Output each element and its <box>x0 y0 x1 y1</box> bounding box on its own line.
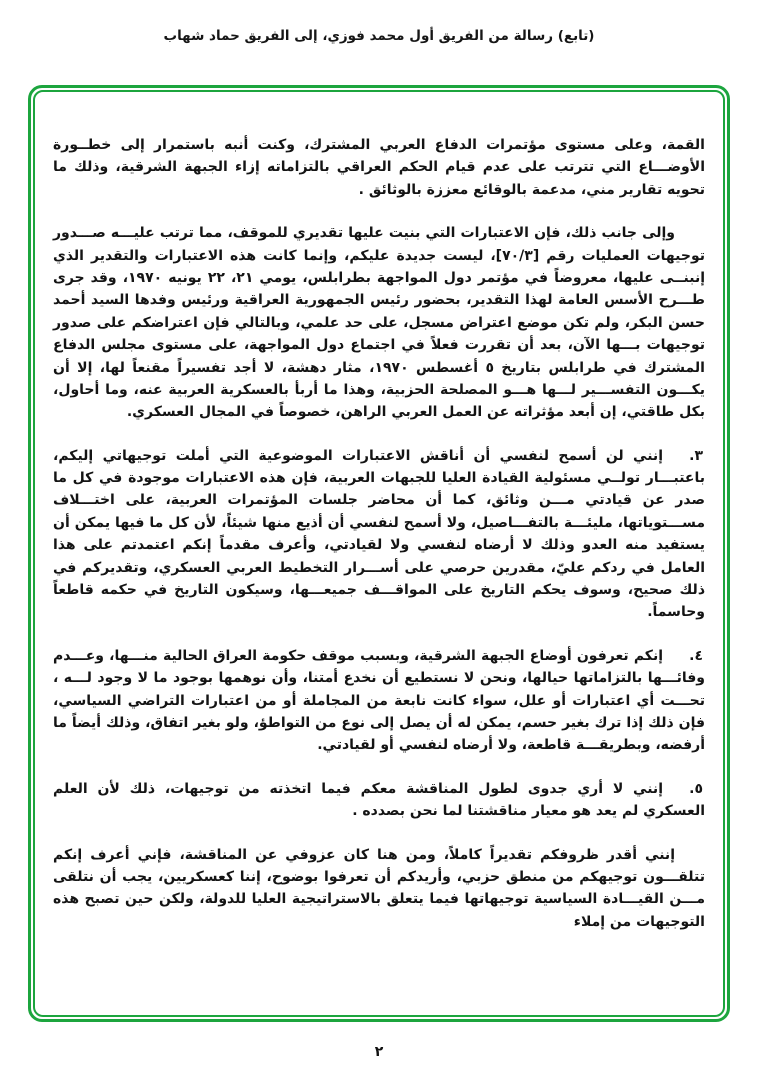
paragraph-continuation: القمة، وعلى مستوى مؤتمرات الدفاع العربي المشترك، وكنت أنبه باستمرار إلى خطــورة الأوضـــاع التي تترتب على عدم قيام الحكم العراقي بالتزاماته إزاء الجبهة الشرقية، وذلك ما تحويه تقارير مني، مدعمة بالوقائع معززة بالوثائق . <box>53 137 705 198</box>
numbered-paragraph-3-text: إنني لن أسمح لنفسي أن أناقش الاعتبارات الموضوعية التي أملت توجيهاتي إليكم، باعتبـــار تولــي مسئولية القيادة العليا للجبهات العربية، فإن هذه الاعتبارات موجودة في كل ما صدر عن قيادتي مـــن وثائق، كما أن محاضر جلسات المؤتمرات العربية، على اختـــلاف مســـتوياتها، مليئـــة بالتفـــاصيل، ولا أسمح لنفسي أن أذيع منها شيئاً، لأن كل ما فيها يمكن أن يستفيد منه العدو وذلك لا أرضاه لنفسي ولا لقيادتي، وأعرف مقدماً إنكم اعتمدتم على هذا العامل في ردكم عليّ، مقدرين حرصي على أســـرار التخطيط العربي العسكري، وتقديركم في ذلك صحيح، وسوف يحكم التاريخ على المواقـــف جميعـــها، وسيكون التاريخ في حكمه قاطعاً وحاسماً. <box>53 447 705 621</box>
numbered-paragraph-3 <box>53 445 705 624</box>
list-number-3: ٣. <box>689 447 703 464</box>
letter-content-area <box>33 90 725 1017</box>
header-title: (تابع) رسالة من الفريق أول محمد فوزي، إلى الفريق حماد شهاب <box>163 28 595 44</box>
page-number: ٢ <box>374 1044 384 1060</box>
page-footer <box>0 1044 758 1060</box>
list-number-5: ٥. <box>689 780 703 797</box>
letter-body <box>53 134 705 933</box>
letter-border-frame <box>28 85 730 1022</box>
numbered-paragraph-4 <box>53 645 705 757</box>
numbered-paragraph-4-text: إنكم تعرفون أوضاع الجبهة الشرقية، وبسبب موقف حكومة العراق الحالية منـــها، وعـــدم وفائـــها بالتزاماتها حيالها، ونحن لا نستطيع أن نخدع أمتنا، وأن نوهمها بوجود ما لا وجود لـــه ، تحـــت أي اعتبارات أو علل، سواء كانت نابعة من المجاملة أو من اعتبارات التراضي السياسي، فإن ذلك إذا ترك بغير حسم، يمكن له أن يصل إلى نوع من التواطؤ، ولو بغير اتفاق، وذلك أيضاً ما أرفضه، وبطريقـــة قاطعة، ولا أرضاه لنفسي أو لقيادتي. <box>53 647 705 754</box>
paragraph-closing: إنني أقدر ظروفكم تقديراً كاملاً، ومن هنا كان عزوفي عن المناقشة، فإني أعرف إنكم تتلقـــون توجيهكم من منطق حزبي، وأريدكم أن تعرفوا بوضوح، إننا كعسكريين، يجب أن نتلقى مـــن القيـــادة السياسية توجيهاتها فيما يتعلق بالاستراتيجية العليا للدولة، ولكن حين تصبح هذه التوجيهات من إملاء <box>53 846 705 930</box>
page-header <box>0 28 758 44</box>
numbered-paragraph-5 <box>53 778 705 823</box>
paragraph-considerations: وإلى جانب ذلك، فإن الاعتبارات التي بنيت عليها تقديري للموقف، مما ترتب عليـــه صـــدور توجيهات العمليات رقم [٧٠/٣]، ليست جديدة عليكم، وإنما كانت هذه الاعتبارات والتقدير الذي إنبنــى عليها، معروضاً في مؤتمر دول المواجهة بطرابلس، يومي ٢١، ٢٢ يونيه ١٩٧٠، وقد جرى طـــرح الأسس العامة لهذا التقدير، بحضور رئيس الجمهورية العراقية ورئيس وفدها السيد أحمد حسن البكر، ولم تكن موضع اعتراض مسجل، على حد علمي، وبالتالي فإن اعتراضكم على صدور توجيهات بـــها الآن، بعد أن تقررت فعلاً في اجتماع دول المواجهة، على مستوى مجلس الدفاع المشترك في طرابلس بتاريخ ٥ أغسطس ١٩٧٠، مثار دهشة، لا أجد تفسيراً مقنعاً لها، إلا أن يكـــون التفســـير لـــها هـــو المصلحة الحزبية، وهذا ما أربأ بالعسكرية العربية عنه، وما أحاول، بكل طاقتي، إن أبعد مؤثراته عن العمل العربي الراهن، خصوصاً في المجال العسكري. <box>53 225 705 421</box>
numbered-paragraph-5-text: إنني لا أري جدوى لطول المناقشة معكم فيما اتخذته من توجيهات، ذلك لأن العلم العسكري لم يعد هو معيار مناقشتنا لما نحن بصدده . <box>53 780 705 820</box>
list-number-4: ٤. <box>689 647 703 664</box>
